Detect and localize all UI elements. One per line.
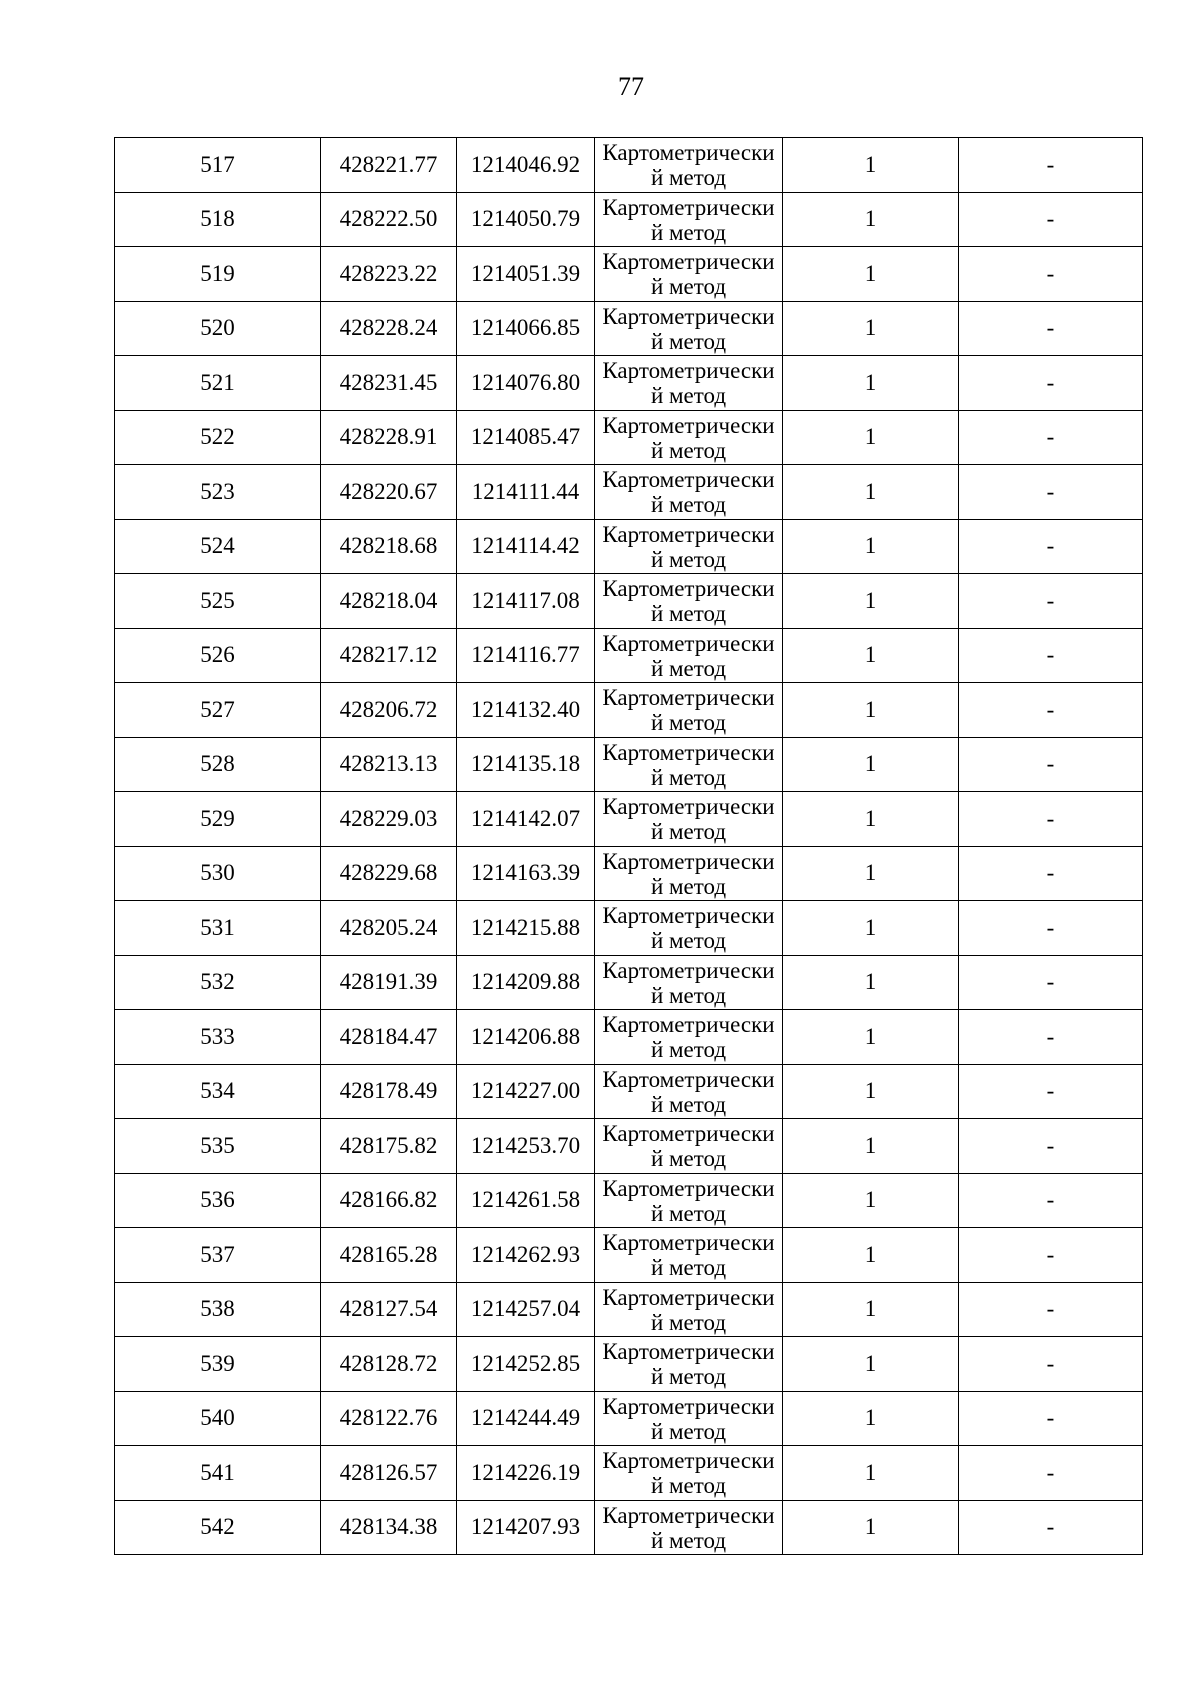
table-row (115, 901, 1143, 956)
y-coordinate-cell: 1214076.80 (457, 356, 595, 411)
method-line-1: Картометрически (602, 1284, 775, 1310)
method-line-2: й метод (650, 1309, 727, 1335)
method-line-1: Картометрически (602, 903, 775, 929)
note-cell: - (959, 901, 1143, 956)
method-cell (595, 247, 783, 302)
note-cell: - (959, 846, 1143, 901)
page-number: 77 (618, 72, 644, 101)
method-line-1: Картометрически (602, 794, 775, 820)
table-row (115, 1446, 1143, 1501)
method-line-1: Картометрически (602, 412, 775, 438)
method-cell (595, 1391, 783, 1446)
note-cell: - (959, 410, 1143, 465)
method-cell (595, 519, 783, 574)
accuracy-cell: 1 (783, 1119, 959, 1174)
y-coordinate-cell: 1214085.47 (457, 410, 595, 465)
method-line-2: й метод (650, 1418, 727, 1444)
x-coordinate-cell: 428213.13 (321, 737, 457, 792)
point-number-cell: 517 (115, 138, 321, 193)
point-number-cell: 528 (115, 737, 321, 792)
table-row (115, 1500, 1143, 1555)
method-line-1: Картометрически (602, 1012, 775, 1038)
x-coordinate-cell: 428220.67 (321, 465, 457, 520)
method-line-2: й метод (650, 165, 727, 191)
x-coordinate-cell: 428184.47 (321, 1010, 457, 1065)
table-row (115, 792, 1143, 847)
y-coordinate-cell: 1214215.88 (457, 901, 595, 956)
method-line-2: й метод (650, 1091, 727, 1117)
point-number-cell: 530 (115, 846, 321, 901)
point-number-cell: 536 (115, 1173, 321, 1228)
method-line-2: й метод (650, 274, 727, 300)
table-row (115, 138, 1143, 193)
x-coordinate-cell: 428218.68 (321, 519, 457, 574)
accuracy-cell: 1 (783, 1064, 959, 1119)
x-coordinate-cell: 428223.22 (321, 247, 457, 302)
method-cell (595, 901, 783, 956)
method-line-1: Картометрически (602, 1393, 775, 1419)
method-cell (595, 301, 783, 356)
y-coordinate-cell: 1214163.39 (457, 846, 595, 901)
method-line-1: Картометрически (602, 1339, 775, 1365)
table-row (115, 574, 1143, 629)
method-line-2: й метод (650, 1473, 727, 1499)
y-coordinate-cell: 1214226.19 (457, 1446, 595, 1501)
note-cell: - (959, 1446, 1143, 1501)
table-row (115, 1282, 1143, 1337)
method-line-2: й метод (650, 383, 727, 409)
coordinates-table (114, 137, 1143, 1555)
point-number-cell: 532 (115, 955, 321, 1010)
method-line-1: Картометрически (602, 467, 775, 493)
point-number-cell: 522 (115, 410, 321, 465)
method-line-2: й метод (650, 764, 727, 790)
y-coordinate-cell: 1214262.93 (457, 1228, 595, 1283)
point-number-cell: 531 (115, 901, 321, 956)
x-coordinate-cell: 428228.91 (321, 410, 457, 465)
table-row (115, 628, 1143, 683)
x-coordinate-cell: 428122.76 (321, 1391, 457, 1446)
method-line-2: й метод (650, 601, 727, 627)
method-cell (595, 737, 783, 792)
table-row (115, 192, 1143, 247)
x-coordinate-cell: 428221.77 (321, 138, 457, 193)
note-cell: - (959, 138, 1143, 193)
method-line-1: Картометрически (602, 521, 775, 547)
method-line-2: й метод (650, 982, 727, 1008)
method-line-1: Картометрически (602, 194, 775, 220)
y-coordinate-cell: 1214116.77 (457, 628, 595, 683)
method-line-1: Картометрически (602, 1175, 775, 1201)
table-row (115, 683, 1143, 738)
table-row (115, 465, 1143, 520)
y-coordinate-cell: 1214209.88 (457, 955, 595, 1010)
accuracy-cell: 1 (783, 846, 959, 901)
method-line-1: Картометрически (602, 685, 775, 711)
note-cell: - (959, 465, 1143, 520)
x-coordinate-cell: 428175.82 (321, 1119, 457, 1174)
accuracy-cell: 1 (783, 574, 959, 629)
note-cell: - (959, 1337, 1143, 1392)
method-line-2: й метод (650, 819, 727, 845)
method-line-1: Картометрически (602, 739, 775, 765)
x-coordinate-cell: 428217.12 (321, 628, 457, 683)
table-row (115, 737, 1143, 792)
note-cell: - (959, 1173, 1143, 1228)
accuracy-cell: 1 (783, 1337, 959, 1392)
point-number-cell: 518 (115, 192, 321, 247)
point-number-cell: 535 (115, 1119, 321, 1174)
accuracy-cell: 1 (783, 1228, 959, 1283)
note-cell: - (959, 1391, 1143, 1446)
y-coordinate-cell: 1214252.85 (457, 1337, 595, 1392)
method-line-1: Картометрически (602, 1121, 775, 1147)
accuracy-cell: 1 (783, 628, 959, 683)
method-line-2: й метод (650, 1200, 727, 1226)
x-coordinate-cell: 428218.04 (321, 574, 457, 629)
y-coordinate-cell: 1214111.44 (457, 465, 595, 520)
method-line-1: Картометрически (602, 630, 775, 656)
method-line-2: й метод (650, 328, 727, 354)
method-cell (595, 792, 783, 847)
method-cell (595, 192, 783, 247)
point-number-cell: 534 (115, 1064, 321, 1119)
method-line-1: Картометрически (602, 848, 775, 874)
accuracy-cell: 1 (783, 356, 959, 411)
table-row (115, 1173, 1143, 1228)
accuracy-cell: 1 (783, 737, 959, 792)
method-cell (595, 955, 783, 1010)
x-coordinate-cell: 428128.72 (321, 1337, 457, 1392)
method-line-2: й метод (650, 546, 727, 572)
accuracy-cell: 1 (783, 1500, 959, 1555)
method-line-2: й метод (650, 873, 727, 899)
table-row (115, 846, 1143, 901)
method-line-2: й метод (650, 928, 727, 954)
table-row (115, 1119, 1143, 1174)
accuracy-cell: 1 (783, 955, 959, 1010)
method-line-1: Картометрически (602, 358, 775, 384)
method-cell (595, 1337, 783, 1392)
table-row (115, 1064, 1143, 1119)
x-coordinate-cell: 428165.28 (321, 1228, 457, 1283)
method-line-1: Картометрически (602, 303, 775, 329)
x-coordinate-cell: 428126.57 (321, 1446, 457, 1501)
y-coordinate-cell: 1214114.42 (457, 519, 595, 574)
table-row (115, 1337, 1143, 1392)
point-number-cell: 529 (115, 792, 321, 847)
x-coordinate-cell: 428178.49 (321, 1064, 457, 1119)
method-cell (595, 138, 783, 193)
note-cell: - (959, 1064, 1143, 1119)
note-cell: - (959, 737, 1143, 792)
x-coordinate-cell: 428191.39 (321, 955, 457, 1010)
note-cell: - (959, 192, 1143, 247)
y-coordinate-cell: 1214142.07 (457, 792, 595, 847)
note-cell: - (959, 628, 1143, 683)
method-line-2: й метод (650, 437, 727, 463)
accuracy-cell: 1 (783, 683, 959, 738)
method-cell (595, 574, 783, 629)
method-line-1: Картометрически (602, 1066, 775, 1092)
accuracy-cell: 1 (783, 1173, 959, 1228)
accuracy-cell: 1 (783, 465, 959, 520)
note-cell: - (959, 247, 1143, 302)
accuracy-cell: 1 (783, 1446, 959, 1501)
accuracy-cell: 1 (783, 138, 959, 193)
note-cell: - (959, 1228, 1143, 1283)
table-row (115, 1228, 1143, 1283)
y-coordinate-cell: 1214206.88 (457, 1010, 595, 1065)
method-cell (595, 356, 783, 411)
point-number-cell: 523 (115, 465, 321, 520)
y-coordinate-cell: 1214257.04 (457, 1282, 595, 1337)
note-cell: - (959, 356, 1143, 411)
note-cell: - (959, 1119, 1143, 1174)
method-line-1: Картометрически (602, 249, 775, 275)
note-cell: - (959, 1010, 1143, 1065)
x-coordinate-cell: 428127.54 (321, 1282, 457, 1337)
method-cell (595, 465, 783, 520)
point-number-cell: 521 (115, 356, 321, 411)
method-line-1: Картометрически (602, 140, 775, 166)
method-line-1: Картометрически (602, 1502, 775, 1528)
method-cell (595, 410, 783, 465)
x-coordinate-cell: 428231.45 (321, 356, 457, 411)
note-cell: - (959, 301, 1143, 356)
y-coordinate-cell: 1214117.08 (457, 574, 595, 629)
x-coordinate-cell: 428222.50 (321, 192, 457, 247)
y-coordinate-cell: 1214050.79 (457, 192, 595, 247)
y-coordinate-cell: 1214244.49 (457, 1391, 595, 1446)
accuracy-cell: 1 (783, 192, 959, 247)
point-number-cell: 539 (115, 1337, 321, 1392)
table-row (115, 410, 1143, 465)
x-coordinate-cell: 428229.03 (321, 792, 457, 847)
method-cell (595, 683, 783, 738)
note-cell: - (959, 519, 1143, 574)
accuracy-cell: 1 (783, 901, 959, 956)
point-number-cell: 540 (115, 1391, 321, 1446)
method-cell (595, 846, 783, 901)
accuracy-cell: 1 (783, 792, 959, 847)
accuracy-cell: 1 (783, 1010, 959, 1065)
accuracy-cell: 1 (783, 410, 959, 465)
point-number-cell: 519 (115, 247, 321, 302)
y-coordinate-cell: 1214135.18 (457, 737, 595, 792)
method-line-1: Картометрически (602, 1448, 775, 1474)
method-cell (595, 1500, 783, 1555)
x-coordinate-cell: 428134.38 (321, 1500, 457, 1555)
method-line-2: й метод (650, 655, 727, 681)
method-cell (595, 1228, 783, 1283)
point-number-cell: 538 (115, 1282, 321, 1337)
method-line-1: Картометрически (602, 576, 775, 602)
note-cell: - (959, 1282, 1143, 1337)
x-coordinate-cell: 428166.82 (321, 1173, 457, 1228)
table-row (115, 1391, 1143, 1446)
accuracy-cell: 1 (783, 301, 959, 356)
accuracy-cell: 1 (783, 247, 959, 302)
method-line-2: й метод (650, 1037, 727, 1063)
method-line-2: й метод (650, 1364, 727, 1390)
note-cell: - (959, 1500, 1143, 1555)
note-cell: - (959, 955, 1143, 1010)
method-cell (595, 1064, 783, 1119)
x-coordinate-cell: 428206.72 (321, 683, 457, 738)
point-number-cell: 533 (115, 1010, 321, 1065)
table-row (115, 301, 1143, 356)
x-coordinate-cell: 428205.24 (321, 901, 457, 956)
method-line-2: й метод (650, 219, 727, 245)
point-number-cell: 524 (115, 519, 321, 574)
y-coordinate-cell: 1214051.39 (457, 247, 595, 302)
y-coordinate-cell: 1214207.93 (457, 1500, 595, 1555)
point-number-cell: 527 (115, 683, 321, 738)
y-coordinate-cell: 1214046.92 (457, 138, 595, 193)
method-line-2: й метод (650, 1255, 727, 1281)
accuracy-cell: 1 (783, 1391, 959, 1446)
coordinates-table-body (115, 138, 1143, 1555)
method-cell (595, 628, 783, 683)
y-coordinate-cell: 1214253.70 (457, 1119, 595, 1174)
method-cell (595, 1446, 783, 1501)
y-coordinate-cell: 1214066.85 (457, 301, 595, 356)
method-line-1: Картометрически (602, 957, 775, 983)
y-coordinate-cell: 1214261.58 (457, 1173, 595, 1228)
table-row (115, 519, 1143, 574)
y-coordinate-cell: 1214132.40 (457, 683, 595, 738)
x-coordinate-cell: 428229.68 (321, 846, 457, 901)
point-number-cell: 537 (115, 1228, 321, 1283)
y-coordinate-cell: 1214227.00 (457, 1064, 595, 1119)
note-cell: - (959, 792, 1143, 847)
point-number-cell: 542 (115, 1500, 321, 1555)
point-number-cell: 520 (115, 301, 321, 356)
method-line-2: й метод (650, 710, 727, 736)
method-line-1: Картометрически (602, 1230, 775, 1256)
method-line-2: й метод (650, 492, 727, 518)
point-number-cell: 541 (115, 1446, 321, 1501)
point-number-cell: 525 (115, 574, 321, 629)
accuracy-cell: 1 (783, 519, 959, 574)
table-row (115, 955, 1143, 1010)
method-cell (595, 1010, 783, 1065)
method-line-2: й метод (650, 1527, 727, 1553)
note-cell: - (959, 683, 1143, 738)
method-cell (595, 1173, 783, 1228)
table-row (115, 356, 1143, 411)
method-line-2: й метод (650, 1146, 727, 1172)
note-cell: - (959, 574, 1143, 629)
x-coordinate-cell: 428228.24 (321, 301, 457, 356)
method-cell (595, 1119, 783, 1174)
table-row (115, 1010, 1143, 1065)
table-row (115, 247, 1143, 302)
method-cell (595, 1282, 783, 1337)
accuracy-cell: 1 (783, 1282, 959, 1337)
point-number-cell: 526 (115, 628, 321, 683)
